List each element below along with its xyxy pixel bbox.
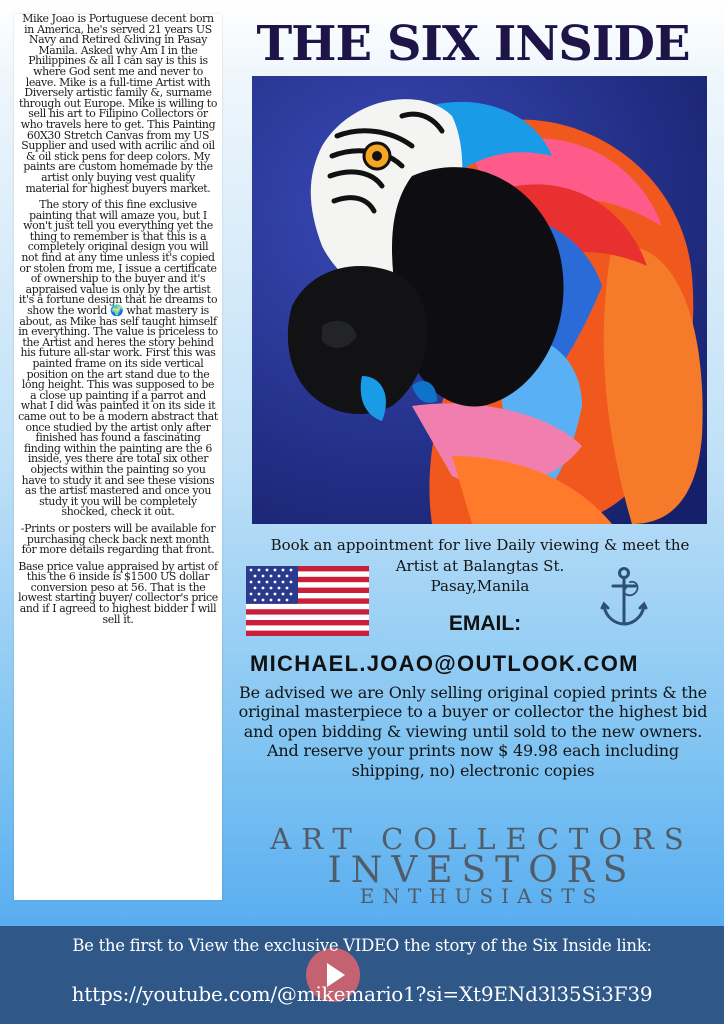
- email-label: EMAIL:: [448, 612, 522, 635]
- video-footer-banner: [0, 926, 724, 1024]
- painting-story-paragraph: The story of this fine exclusive painting that will amaze you, but I won't just tell you everything yet the thing to remember is that this is a completely original design you will not find at any time unless it's copied or stolen from me, I issue a certificate of ownership to the buyer and it's appraised value is only by the artist it's a fortune design that he dreams to show the world 🌍 what mastery is about, as Mike has self taught himself in everything. The value is priceless to the Artist and heres the story behind his future all-star work. First this was painted frame on its side vertical position on the art stand due to the long height. This was supposed to be a close up painting if a parrot and what I did was painted it on its side it came out to be a modern abstract that once studied by the artist only after finished has found a fascinating finding within the painting are the 6 inside, yes there are total six other objects within the painting so you have to study it and see these visions as the artist mastered and once you study it you will be completely shocked, check it out.: [18, 198, 218, 519]
- tagline-enthusiasts: ENTHUSIASTS: [359, 884, 605, 908]
- prints-notice-paragraph: -Prints or posters will be available for purchasing check back next month for more details regarding that front.: [20, 521, 216, 557]
- youtube-link[interactable]: https://youtube.com/@mikemario1?si=Xt9ENd3l35Si3F39: [71, 982, 653, 1006]
- booking-line-1: Book an appointment for live Daily viewing & meet the: [270, 536, 690, 554]
- parrot-painting: [252, 76, 707, 524]
- us-flag-icon: [246, 566, 369, 636]
- booking-line-2: Artist at Balangtas St.: [395, 557, 565, 575]
- artist-bio-paragraph: Mike Joao is Portuguese decent born in America, he's served 21 years US Navy and Retired &living in Pasay Manila. Asked why Am I in the Philippines & all I can say is this is where God sent me and never to leave. Mike is a full-time Artist with Diversely artistic family &, surname through out Europe. Mike is willing to sell his art to Filipino Collectors or who travels here to get. This Painting 60X30 Stretch Canvas from my US Supplier and used with acrilic and oil & oil stick pens for deep colors. My paints are custom homemade by the artist only buying vest quality material for highest buyers market.: [18, 14, 218, 195]
- booking-info: [240, 535, 720, 555]
- anchor-icon: [600, 566, 648, 628]
- video-invite-text: Be the first to View the exclusive VIDEO the story of the Six Inside link:: [72, 936, 652, 955]
- tagline-investors: INVESTORS: [327, 850, 637, 891]
- email-address-link[interactable]: MICHAEL.JOAO@OUTLOOK.COM: [250, 651, 639, 676]
- tagline-collectors: ART COLLECTORS: [270, 822, 694, 856]
- sales-notice: Be advised we are Only selling original copied prints & the original masterpiece to a buyer or collector the highest bid and open bidding & viewing until sold to the new owners. And reserve your prints now $ 49.98 each including shipping, no) electronic copies: [238, 683, 708, 780]
- artist-story-column: [14, 14, 222, 900]
- booking-line-3: Pasay,Manila: [430, 577, 530, 595]
- base-price-paragraph: Base price value appraised by artist of this the 6 inside is $1500 US dollar conversion peso at 56. That is the lowest starting buyer/ collector's price and if I agreed to highest bidder I will sell it.: [18, 559, 218, 626]
- poster-title: THE SIX INSIDE: [256, 16, 690, 72]
